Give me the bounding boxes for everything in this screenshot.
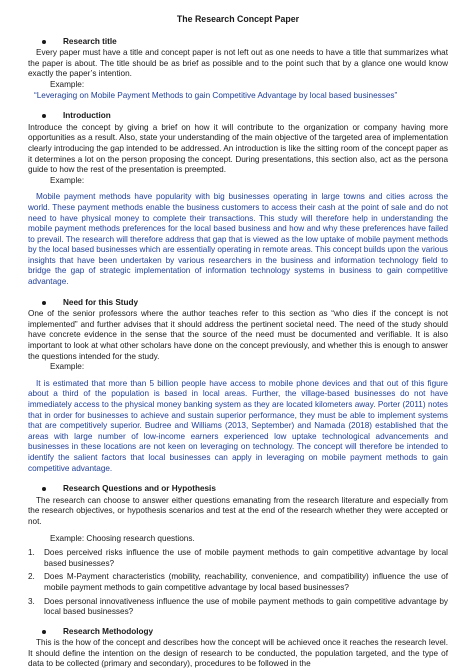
heading-text: Research Questions and or Hypothesis <box>63 484 216 494</box>
heading-text: Research title <box>63 36 117 46</box>
example-label: Example: Choosing research questions. <box>50 533 195 543</box>
research-questions-list <box>28 548 448 618</box>
bullet-icon <box>42 301 46 305</box>
example-label: Example: <box>50 175 85 185</box>
section-body: This is the how of the concept and describes how the concept will be achieved once it reaches the research level. It should define the intention on the design of research to be conducted, the population targeted, and the type of data to be collected (primary and secondary), procedures to be followed in the <box>28 638 448 669</box>
list-item-number: 3. <box>28 596 35 606</box>
section-research-title <box>28 37 448 102</box>
section-body: Introduce the concept by giving a brief on how it will contribute to the organization or company having more opportunities as a result. Also, state your understanding of the main objective of the targeted area of implementation clearly introducing the gap intended to be addressed. An introduction is like the sitting room of the concept paper as it determines a lot on the person proposing the concept. During presentations, this section also, act as the persona guide to how the rest of the presentation is preempted. <box>28 122 448 175</box>
section-heading <box>42 298 448 309</box>
heading-text: Research Methodology <box>63 626 154 636</box>
section-heading <box>42 484 448 495</box>
section-body: Every paper must have a title and concept paper is not left out as one needs to have a title that summarizes what the paper is about. The title should be as brief as possible and to the point such that by a glance one would know exactly the paper’s intention. <box>28 48 448 79</box>
list-item-text: Does perceived risks influence the use of mobile payment methods to gain competitive advantage by local based businesses? <box>44 548 448 568</box>
example-label: Example: <box>50 79 85 89</box>
section-heading <box>42 37 448 48</box>
section-body: The research can choose to answer either questions emanating from the research literature and especially from the research objectives, or hypothesis scenarios and test at the end of the research whether they were accepted or not. <box>28 495 448 526</box>
bullet-icon <box>42 114 46 118</box>
section-heading <box>42 111 448 122</box>
example-label: Example: <box>50 362 85 372</box>
list-item-number: 2. <box>28 572 35 582</box>
bullet-icon <box>42 487 46 491</box>
section-research-questions <box>28 484 448 618</box>
section-introduction <box>28 111 448 288</box>
section-research-methodology <box>28 627 448 670</box>
list-item-text: Does M-Payment characteristics (mobility, reachability, convenience, and compatibility) influence the use of mobile payment methods to gain competitive advantage by local based businesses? <box>44 572 448 592</box>
example-text: “Leveraging on Mobile Payment Methods to gain Competitive Advantage by local based businesses” <box>34 90 398 100</box>
section-need-for-study <box>28 298 448 475</box>
list-item-text: Does personal innovativeness influence the use of mobile payment methods to gain competitive advantage by local based businesses? <box>44 596 448 617</box>
list-item <box>28 548 448 569</box>
example-text: Mobile payment methods have popularity with big businesses operating in large towns and cities across the world. These payment methods enable the business customers to access their cash at the point of sale and do not need to have physical money to complete their transactions. This study will therefore help in understanding the mobile payment methods preferences for the local based business and how and why these preferences have failed to prevail. The research will therefore address that gap that is viewed as the low uptake of mobile payment methods by the local based businesses which are essentially operating in remote areas. This concept builds upon the various insights that have been undertaken by various researchers in the business and information technology field to bridge the gap of strategic implementation of information technology systems in business to gain competitive advantage. <box>28 192 448 287</box>
heading-text: Need for this Study <box>63 297 139 307</box>
heading-text: Introduction <box>63 111 111 121</box>
bullet-icon <box>42 40 46 44</box>
list-item-number: 1. <box>28 548 35 558</box>
section-body: One of the senior professors where the author teaches refer to this section as “who dies if the concept is not implemented” and further advises that it should address the pertinent societal need. The need of the study should have concrete evidence in the sense that the source of the need must be documented and verifiable. It is also important to look at what other scholars have done on the concept previously, and whether this is enough to answer the questions intended for the study. <box>28 309 448 361</box>
list-item <box>28 572 448 593</box>
document-title: The Research Concept Paper <box>176 14 300 24</box>
list-item <box>28 597 448 618</box>
example-text: It is estimated that more than 5 billion people have access to mobile phone devices and that out of this figure about a third of the population is based in local areas. Further, the village-based businesses do not have immediately access to the physical money banking system as they are located kilometers away. Porter (2011) notes that in order for businesses to achieve and sustain superior performance, they must be able to implement systems that are competitively superior. Budree and Williams (2013, September) and Namada (2018) established that the areas with large number of low-income earners experienced low uptake technological advancements and businesses in these locations are not keen on leveraging on technology. The concept will therefore be intended to identify the salient factors that local businesses can apply in leveraging on mobile payment methods to gain competitive advantage. <box>28 378 448 473</box>
